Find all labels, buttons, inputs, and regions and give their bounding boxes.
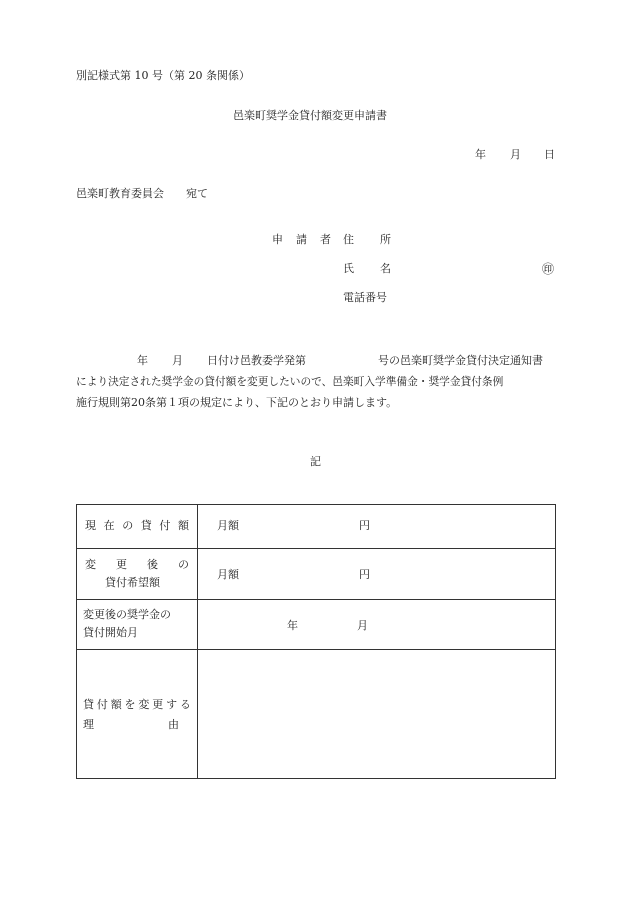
- reason-label-bottom: [83, 718, 179, 732]
- addressee-suffix: 宛て: [186, 187, 208, 200]
- requested-amount-label-bottom: 貸付希望額: [105, 576, 160, 589]
- label-char: す: [166, 698, 178, 711]
- current-monthly-label: 月額: [217, 519, 239, 532]
- label-char: の: [178, 558, 189, 571]
- body-line1-date-issued: 日付け邑教委学発第: [207, 354, 306, 367]
- body-line1-month: 月: [172, 354, 183, 367]
- label-char: の: [122, 519, 134, 532]
- label-char: 付: [96, 698, 108, 711]
- name-label-2: 名: [380, 262, 391, 275]
- applicant-label-3: 者: [320, 233, 331, 246]
- start-year-label: 年: [287, 619, 298, 632]
- label-char: 額: [177, 519, 189, 532]
- column-divider: [197, 549, 198, 599]
- label-char: 額: [110, 698, 122, 711]
- label-char: る: [179, 698, 191, 711]
- label-char: 由: [168, 718, 179, 731]
- label-char: 更: [152, 698, 164, 711]
- requested-yen-label: 円: [359, 568, 370, 581]
- column-divider: [197, 600, 198, 649]
- addressee-name: 邑楽町教育委員会: [76, 187, 164, 200]
- label-char: 在: [103, 519, 115, 532]
- table-row-reason: [77, 650, 555, 779]
- label-char: 変: [138, 698, 150, 711]
- address-label-2: 所: [380, 233, 391, 246]
- body-line1-number-suffix: 号の邑楽町奨学金貸付決定通知書: [378, 354, 543, 367]
- date-month: 月: [510, 148, 521, 161]
- name-label-1: 氏: [343, 262, 354, 275]
- current-amount-label: [85, 519, 189, 533]
- label-char: を: [124, 698, 136, 711]
- start-month-label-top: 変更後の奨学金の: [83, 608, 171, 621]
- document-title: 邑楽町奨学金貸付額変更申請書: [233, 109, 387, 122]
- column-divider: [197, 505, 198, 548]
- table-row-requested-amount: [77, 549, 555, 600]
- address-label-1: 住: [343, 233, 354, 246]
- table-row-current-amount: [77, 505, 555, 549]
- label-char: 付: [159, 519, 171, 532]
- phone-label: 電話番号: [343, 291, 387, 304]
- form-number: 別記様式第 10 号（第 20 条関係）: [76, 69, 250, 82]
- application-table: [76, 504, 556, 779]
- requested-amount-label-top: [85, 558, 189, 572]
- reason-label-top: [83, 698, 191, 712]
- reason-input-area[interactable]: [198, 650, 555, 779]
- label-char: 貸: [83, 698, 94, 711]
- label-char: 更: [116, 558, 127, 571]
- label-char: 貸: [140, 519, 152, 532]
- applicant-label-1: 申: [272, 233, 283, 246]
- date-day: 日: [544, 148, 555, 161]
- body-line3: 施行規則第20条第１項の規定により、下記のとおり申請します。: [76, 396, 398, 409]
- requested-monthly-label: 月額: [217, 568, 239, 581]
- table-row-start-month: [77, 600, 555, 650]
- applicant-label-2: 請: [296, 233, 307, 246]
- label-char: 理: [83, 718, 94, 731]
- body-line1-year: 年: [137, 354, 148, 367]
- label-char: 変: [85, 558, 96, 571]
- seal-mark: ㊞: [542, 262, 555, 276]
- start-month-unit-label: 月: [357, 619, 368, 632]
- date-year: 年: [475, 148, 486, 161]
- start-month-label-bottom: 貸付開始月: [83, 626, 138, 639]
- label-char: 後: [147, 558, 158, 571]
- ki-mark: 記: [310, 455, 321, 468]
- label-char: 現: [85, 519, 96, 532]
- current-yen-label: 円: [359, 519, 370, 532]
- body-line2: により決定された奨学金の貸付額を変更したいので、邑楽町入学準備金・奨学金貸付条例: [76, 375, 504, 388]
